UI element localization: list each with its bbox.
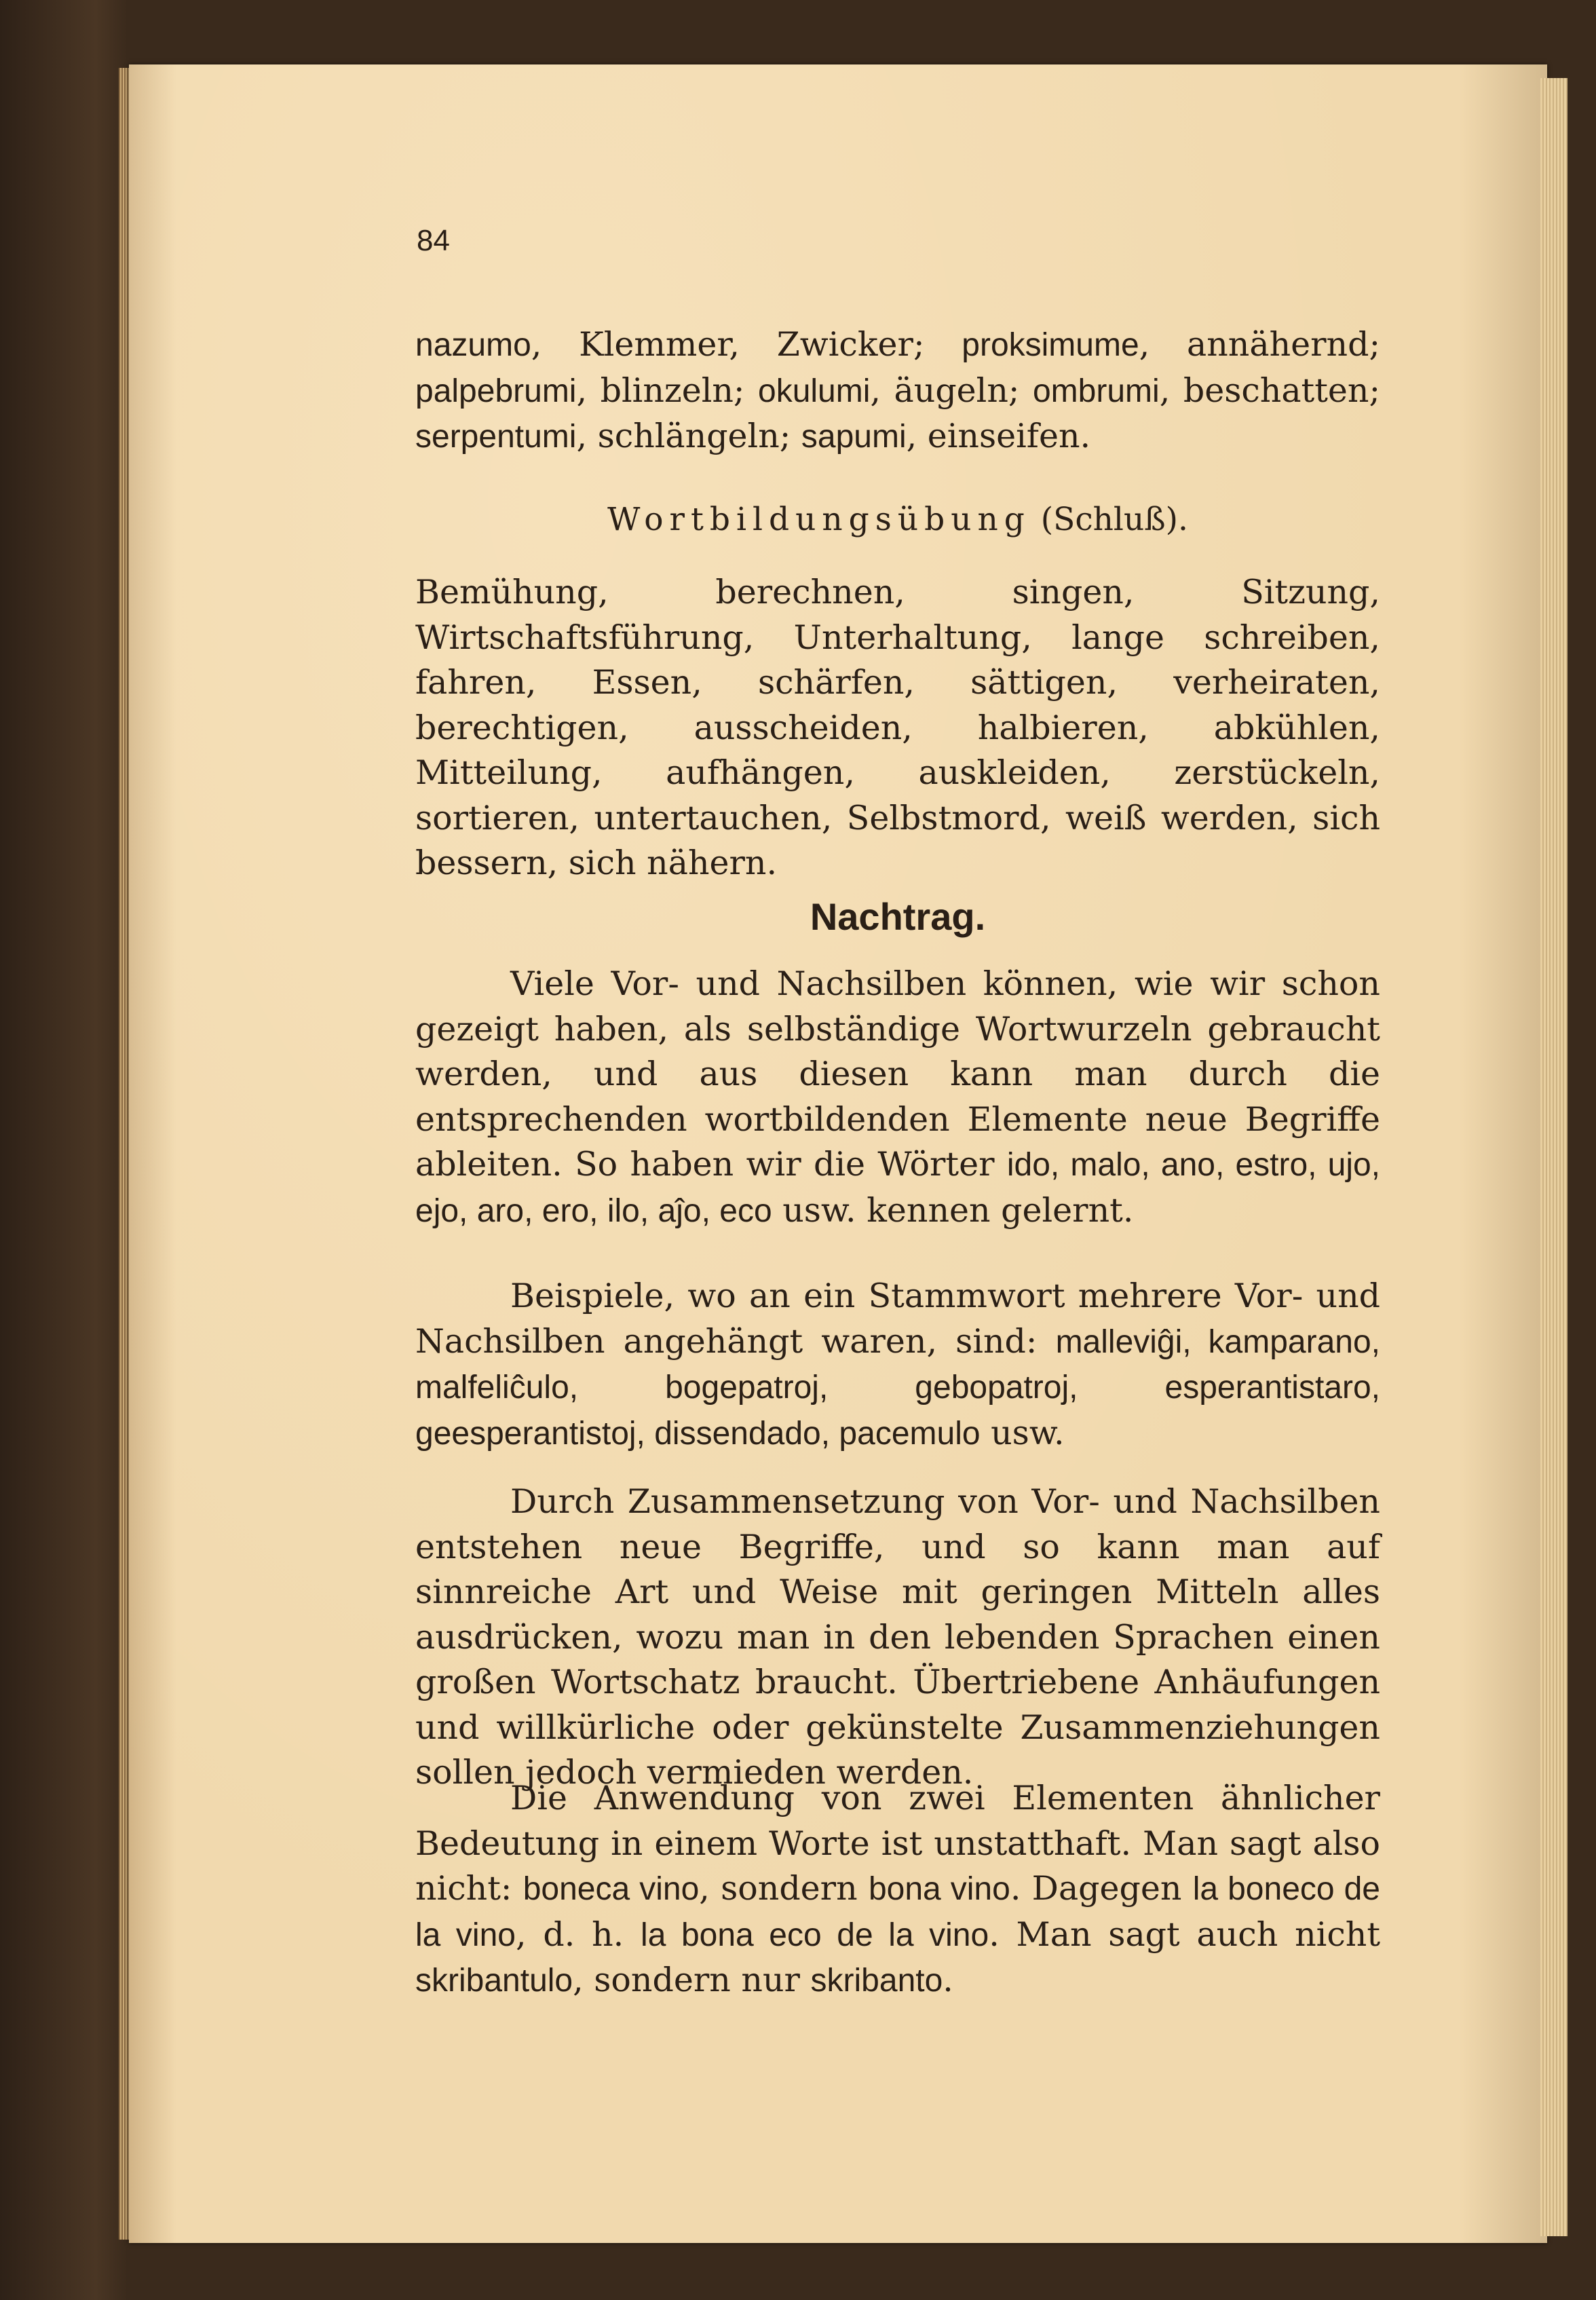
heading-spaced-word: Wortbildungsübung (607, 501, 1031, 538)
esperanto-example: la boneco de la vino (415, 1871, 1381, 1953)
paragraph-beispiele (415, 1274, 1380, 1456)
exercise-word-list: Bemühung, berechnen, singen, Sitzung, Wirtschaftsführung, Unterhaltung, lange schreiben, fahren, Essen, schärfen, sättigen, verheiraten, berechtigen, ausscheiden, halbieren, abkühlen, Mitteilung, aufhängen, auskleiden, zerstückeln, sortieren, untertauchen, Selbstmord, weiß werden, sich bessern, sich nähern. (415, 573, 1380, 882)
german-text: usw. (980, 1413, 1065, 1452)
german-text: , einseifen. (906, 417, 1091, 455)
page-stack-edge (1540, 78, 1568, 2236)
esperanto-example: boneca vino (522, 1871, 700, 1907)
section-heading-wortbildungsuebung (415, 501, 1380, 538)
esperanto-example: skribantulo (415, 1963, 573, 1999)
german-text: , beschatten; (1159, 371, 1380, 410)
german-text: Beispiele, wo an ein Stammwort mehrere Vor- und Nachsilben angehängt waren, sind: (415, 1277, 1380, 1361)
esperanto-example: serpentumi (415, 419, 577, 455)
german-text: Viele Vor- und Nachsilben können, wie wir schon gezeigt haben, als selbständige Wortwurzeln gebraucht werden, und aus diesen kann man durch die entsprechenden wortbildenden Elemente neue Begriffe ableiten. So haben wir die Wörter (415, 964, 1380, 1184)
german-text: , Klemmer, Zwicker; (531, 325, 962, 364)
german-text: , blinzeln; (576, 371, 758, 410)
german-text: Die Anwendung von zwei Elementen ähnlicher Bedeutung in einem Worte ist unstatthaft. Man sagt also nicht: (415, 1779, 1380, 1908)
esperanto-example: skribanto (810, 1963, 943, 1999)
paragraph-anwendung (415, 1776, 1380, 2004)
german-text: . (943, 1961, 953, 1999)
heading-tail: (Schluß). (1030, 501, 1188, 538)
esperanto-example: ombrumi (1032, 373, 1160, 409)
german-text: , d. h. (515, 1915, 641, 1954)
esperanto-example: okulumi (758, 373, 871, 409)
section-heading-nachtrag: Nachtrag. (810, 895, 986, 938)
paragraph-zusammensetzung: Durch Zusammensetzung von Vor- und Nachsilben entstehen neue Begriffe, und so kann man auf sinnreiche Art und Weise mit geringen Mitteln alles ausdrücken, wozu man in den lebenden Sprachen einen großen Wortschatz braucht. Übertriebene Anhäufungen und willkürliche oder gekünstelte Zusammenziehungen sollen jedoch vermieden werden. (415, 1482, 1380, 1792)
german-text: , annähernd; (1139, 325, 1380, 364)
esperanto-example: proksimume (962, 327, 1139, 363)
german-text: , schlängeln; (576, 417, 801, 455)
german-text: . Dagegen (1010, 1869, 1193, 1908)
german-text: , sondern (699, 1869, 869, 1908)
esperanto-example: malleviĝi, kamparano, malfeliĉulo, bogepatroj, gebopatroj, esperantistaro, geesperantistoj, dissendado, pacemulo (415, 1323, 1381, 1452)
esperanto-example: bona vino (868, 1871, 1010, 1907)
esperanto-example: sapumi (801, 419, 907, 455)
paragraph-vor-nachsilben (415, 962, 1380, 1234)
esperanto-example: palpebrumi (415, 373, 577, 409)
esperanto-example: nazumo (415, 327, 531, 363)
german-text: , äugeln; (870, 371, 1033, 410)
esperanto-example: la bona eco de la vino (641, 1917, 989, 1953)
german-text: , sondern nur (573, 1961, 811, 1999)
esperanto-example: ido, malo, ano, estro, ujo, ejo, aro, ero, ilo, aĵo, eco (415, 1147, 1381, 1229)
german-text: usw. kennen gelernt. (772, 1190, 1134, 1230)
german-text: . Man sagt auch nicht (989, 1915, 1381, 1954)
vocabulary-continuation (415, 322, 1380, 460)
page-number: 84 (417, 224, 450, 257)
